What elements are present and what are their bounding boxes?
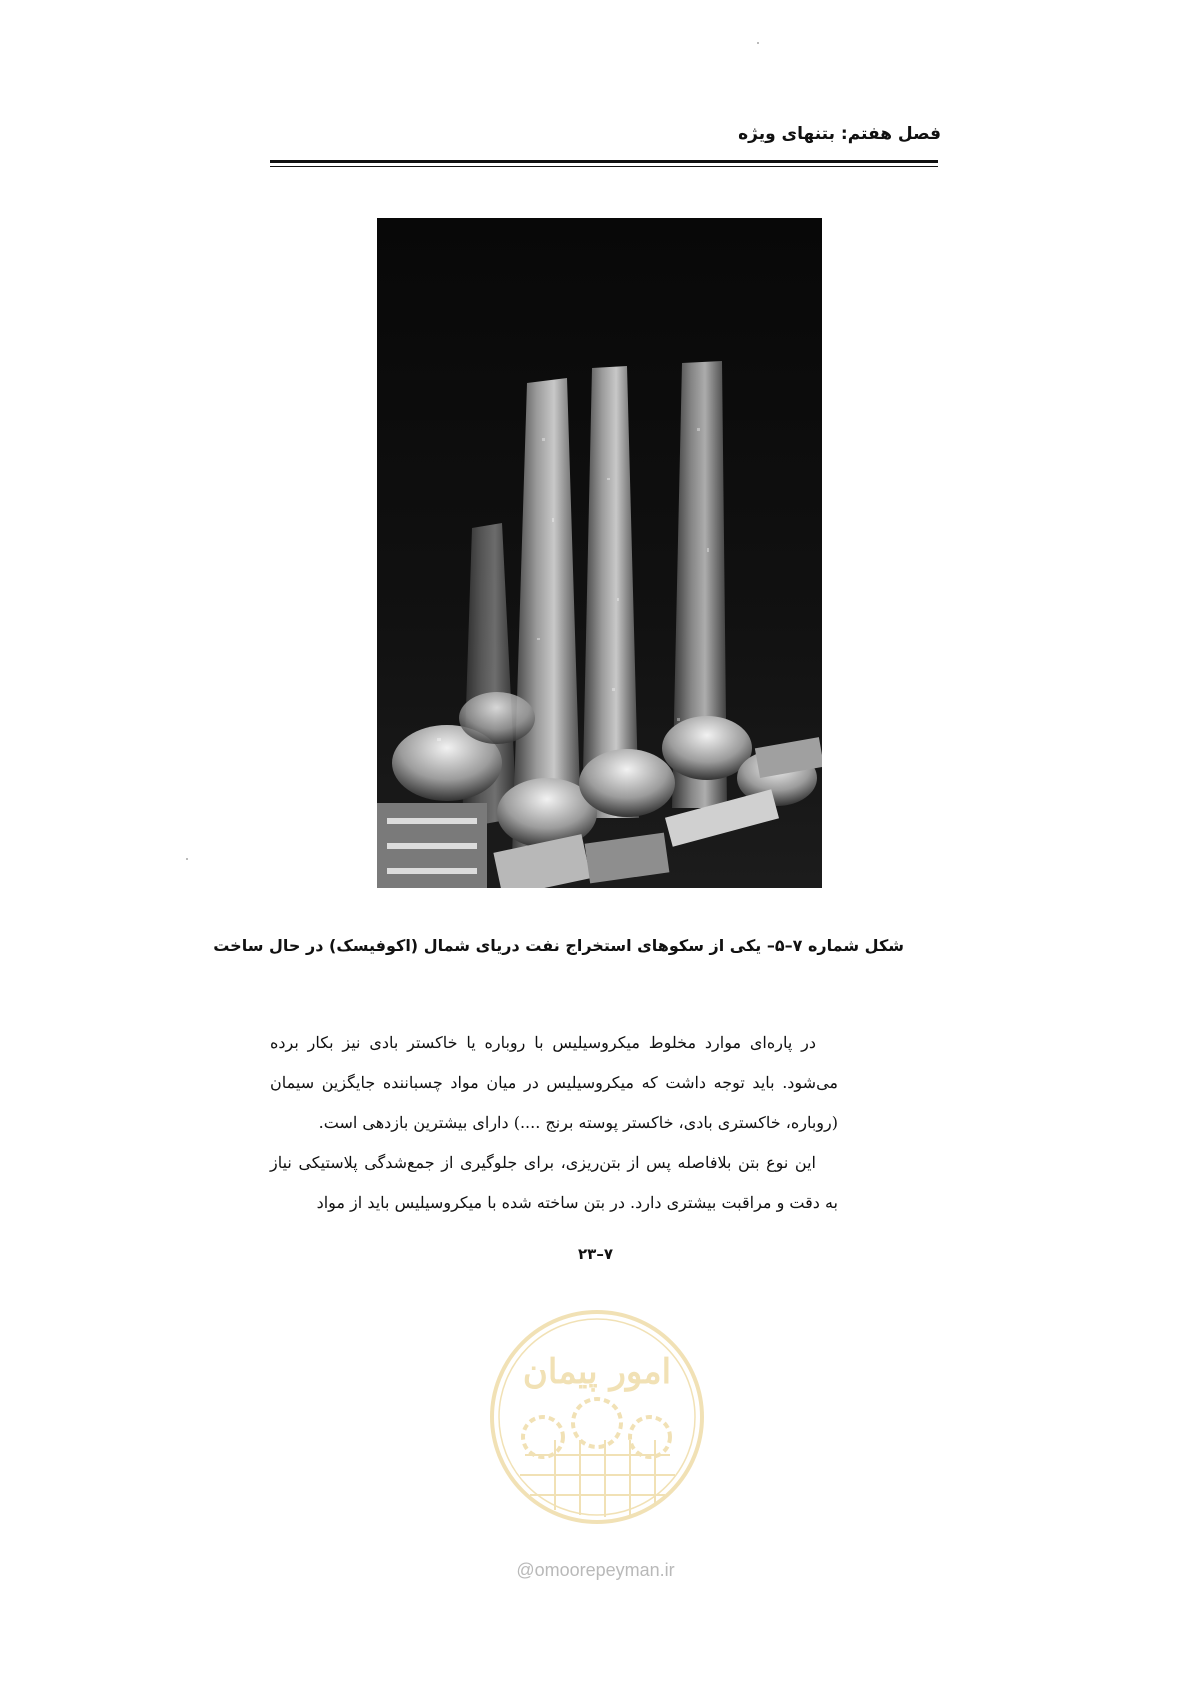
scan-speck: [757, 42, 759, 44]
paragraph: در پاره‌ای موارد مخلوط میکروسیلیس با روباره یا خاکستر بادی نیز بکار برده می‌شود. باید توجه داشت که میکروسیلیس در میان مواد چسباننده جایگزین سیمان (روباره، خاکستری بادی، خاکستر پوسته برنج ....) دارای بیشترین بازدهی است.: [270, 1033, 838, 1132]
watermark-emblem: [485, 1305, 710, 1530]
oil-platform-photo: [377, 218, 822, 888]
watermark-url: @omoorepeyman.ir: [516, 1560, 675, 1580]
body-text: [270, 1023, 838, 1223]
chapter-header: فصل هفتم: بتنهای ویژه: [738, 124, 941, 144]
figure-caption: شکل شماره ۷–۵– یکی از سکوهای استخراج نفت دریای شمال (اکوفیسک) در حال ساخت: [213, 936, 904, 955]
header-rule-thick: [270, 160, 938, 163]
platform-illustration: [377, 218, 822, 888]
header-rule-thin: [270, 166, 938, 167]
watermark-logo-text: امور پیمان: [522, 1352, 672, 1392]
watermark-logo: [485, 1305, 710, 1530]
scan-speck: [186, 858, 188, 860]
page-number: ۷–۲۳: [578, 1245, 613, 1263]
paragraph: این نوع بتن بلافاصله پس از بتن‌ریزی، برای جلوگیری از جمع‌شدگی پلاستیکی نیاز به دقت و مراقبت بیشتری دارد. در بتن ساخته شده با میکروسیلیس باید از مواد: [270, 1153, 838, 1212]
